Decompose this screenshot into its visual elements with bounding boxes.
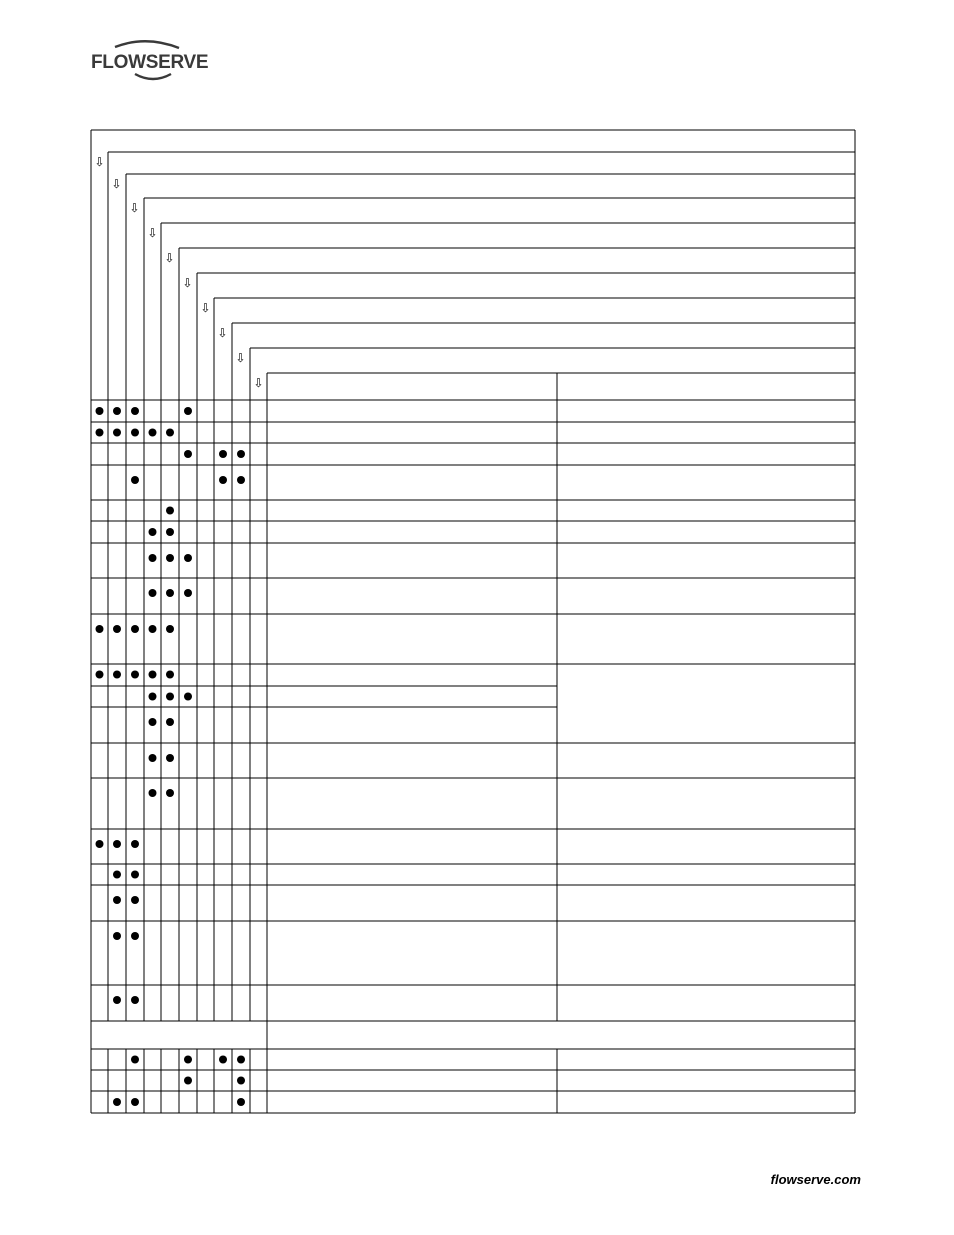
- symptom-cause-dot: [149, 693, 157, 701]
- symptom-arrow-icon: ⇩: [164, 251, 175, 265]
- symptom-cause-dot: [131, 896, 139, 904]
- symptom-cause-dot: [96, 671, 104, 679]
- symptom-cause-dot: [184, 693, 192, 701]
- symptom-cause-dot: [113, 996, 121, 1004]
- symptom-cause-dot: [96, 407, 104, 415]
- footer-website[interactable]: flowserve.com: [770, 1172, 861, 1187]
- symptom-cause-dot: [149, 589, 157, 597]
- symptom-cause-dot: [166, 718, 174, 726]
- symptom-cause-dot: [131, 407, 139, 415]
- symptom-cause-dot: [131, 1098, 139, 1106]
- symptom-cause-dot: [131, 429, 139, 437]
- symptom-cause-dot: [113, 625, 121, 633]
- symptom-cause-dot: [131, 996, 139, 1004]
- symptom-arrow-icon: ⇩: [111, 177, 122, 191]
- symptom-cause-dot: [184, 589, 192, 597]
- symptom-cause-dot: [96, 840, 104, 848]
- symptom-arrow-icon: ⇩: [182, 276, 193, 290]
- symptom-arrow-icon: ⇩: [147, 226, 158, 240]
- symptom-cause-dot: [131, 625, 139, 633]
- symptom-arrow-icon: ⇩: [94, 155, 105, 169]
- symptom-cause-dot: [113, 871, 121, 879]
- symptom-arrow-icon: ⇩: [253, 376, 264, 390]
- symptom-cause-dot: [149, 718, 157, 726]
- symptom-cause-dot: [131, 932, 139, 940]
- symptom-cause-dot: [113, 429, 121, 437]
- symptom-cause-dot: [149, 429, 157, 437]
- symptom-arrow-icon: ⇩: [200, 301, 211, 315]
- symptom-cause-dot: [184, 407, 192, 415]
- symptom-cause-dot: [113, 840, 121, 848]
- symptom-arrow-icon: ⇩: [217, 326, 228, 340]
- symptom-cause-dot: [96, 625, 104, 633]
- symptom-cause-dot: [237, 1056, 245, 1064]
- symptom-cause-dot: [166, 507, 174, 515]
- symptom-cause-dot: [113, 932, 121, 940]
- logo-wordmark: FLOWSERVE: [91, 52, 209, 73]
- symptom-cause-dot: [113, 1098, 121, 1106]
- symptom-cause-dot: [166, 671, 174, 679]
- symptom-cause-dot: [149, 789, 157, 797]
- symptom-cause-dot: [113, 896, 121, 904]
- symptom-cause-dot: [237, 450, 245, 458]
- symptom-cause-dot: [166, 429, 174, 437]
- symptom-cause-dot: [113, 671, 121, 679]
- symptom-cause-dot: [219, 450, 227, 458]
- symptom-cause-dot: [166, 754, 174, 762]
- symptom-cause-dot: [131, 671, 139, 679]
- symptom-arrow-icon: ⇩: [235, 351, 246, 365]
- symptom-cause-dot: [237, 476, 245, 484]
- symptom-cause-dot: [149, 625, 157, 633]
- symptom-cause-dot: [131, 871, 139, 879]
- symptom-cause-dot: [149, 528, 157, 536]
- symptom-cause-dot: [184, 450, 192, 458]
- symptom-cause-dot: [166, 693, 174, 701]
- symptom-cause-dot: [184, 1056, 192, 1064]
- symptom-cause-dot: [219, 1056, 227, 1064]
- symptom-cause-dot: [184, 554, 192, 562]
- symptom-cause-dot: [166, 625, 174, 633]
- symptom-cause-dot: [113, 407, 121, 415]
- symptom-cause-dot: [219, 476, 227, 484]
- symptom-cause-dot: [166, 554, 174, 562]
- symptom-cause-dot: [237, 1098, 245, 1106]
- symptom-cause-dot: [149, 754, 157, 762]
- symptom-cause-dot: [96, 429, 104, 437]
- symptom-cause-dot: [131, 476, 139, 484]
- symptom-cause-dot: [184, 1077, 192, 1085]
- symptom-cause-dot: [149, 554, 157, 562]
- symptom-cause-dot: [166, 589, 174, 597]
- symptom-cause-dot: [166, 528, 174, 536]
- symptom-cause-dot: [131, 1056, 139, 1064]
- symptom-cause-dot: [149, 671, 157, 679]
- symptom-arrow-icon: ⇩: [129, 201, 140, 215]
- symptom-cause-dot: [131, 840, 139, 848]
- symptom-cause-dot: [237, 1077, 245, 1085]
- symptom-cause-dot: [166, 789, 174, 797]
